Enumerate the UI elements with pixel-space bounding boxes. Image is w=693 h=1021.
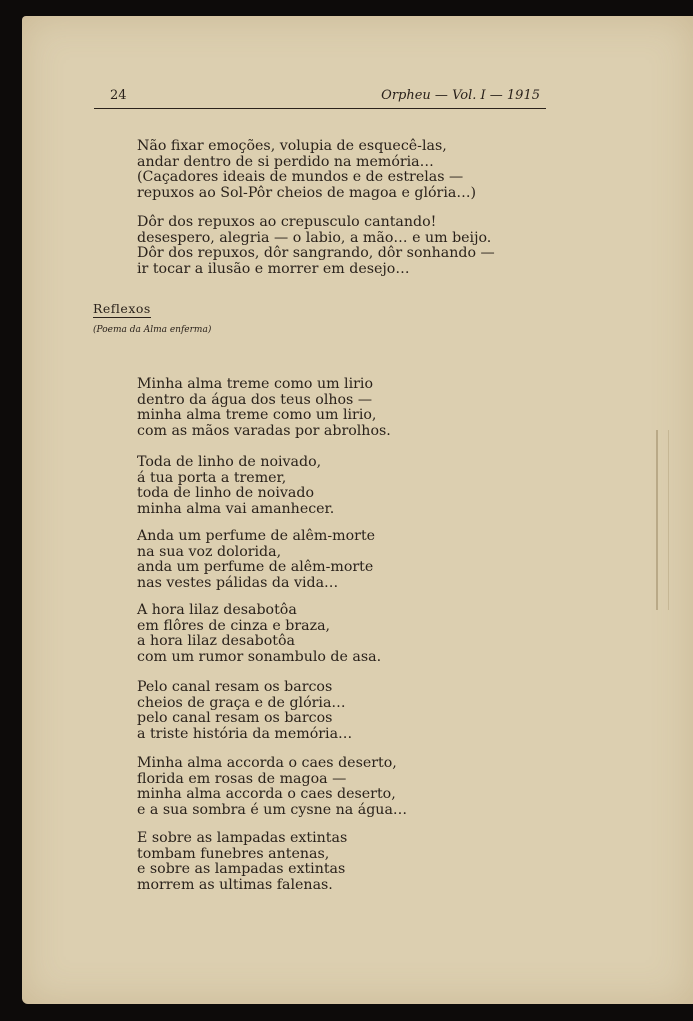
verse-line: e sobre as lampadas extintas [137,861,346,878]
poem-title: Reflexos [93,301,151,316]
verse-line: cheios de graça e de glória… [137,694,346,711]
poem-stanza [137,603,381,665]
page-number: 24 [110,88,127,103]
poem-stanza [137,680,352,742]
poem-stanza [137,529,375,591]
verse-line: minha alma treme como um lirio, [137,407,377,424]
verse-line: ir tocar a ilusão e morrer em desejo… [137,260,410,277]
poem-stanza [137,831,347,893]
verse-line: Não fixar emoções, volupia de esquecê-las, [137,138,447,154]
poem-stanza [137,455,334,517]
verse-line: Dôr dos repuxos ao crepusculo cantando! [137,214,437,230]
poem-stanza [137,756,407,818]
verse-line: desespero, alegria — o labio, a mão… e um beijo. [137,229,492,246]
poem-stanza [137,377,391,439]
verse-line: com as mãos varadas por abrolhos. [137,422,391,439]
verse-line: Toda de linho de noivado, [137,454,322,470]
verse-line: na sua voz dolorida, [137,543,282,560]
running-head: Orpheu — Vol. I — 1915 [381,88,540,103]
poem-subtitle: (Poema da Alma enferma) [93,325,212,335]
verse-line: nas vestes pálidas da vida… [137,574,339,591]
verse-line: a triste história da memória… [137,725,353,742]
verse-line: morrem as ultimas falenas. [137,876,333,893]
verse-line: anda um perfume de alêm-morte [137,559,374,576]
verse-line: florida em rosas de magoa — [137,770,347,787]
verse-line: Minha alma accorda o caes deserto, [137,755,397,771]
verse-line: minha alma accorda o caes deserto, [137,786,396,803]
page-header [94,88,546,109]
verse-line: Dôr dos repuxos, dôr sangrando, dôr sonhando — [137,245,495,262]
intro-stanza [137,139,476,201]
intro-stanza [137,215,495,277]
verse-line: Anda um perfume de alêm-morte [137,528,376,544]
verse-line: repuxos ao Sol-Pôr cheios de magoa e glória…) [137,184,477,201]
verse-line: tombam funebres antenas, [137,845,330,862]
verse-line: dentro da água dos teus olhos — [137,391,373,408]
verse-line: pelo canal resam os barcos [137,710,333,727]
verse-line: em flôres de cinza e braza, [137,617,331,634]
verse-line: com um rumor sonambulo de asa. [137,648,382,665]
verse-line: andar dentro de si perdido na memória… [137,153,434,170]
verse-line: (Caçadores ideais de mundos e de estrelas — [137,169,464,186]
page-gutter [656,430,669,610]
verse-line: toda de linho de noivado [137,485,314,502]
verse-line: minha alma vai amanhecer. [137,500,335,517]
verse-line: e a sua sombra é um cysne na água… [137,801,408,818]
verse-line: E sobre as lampadas extintas [137,830,348,846]
verse-line: Pelo canal resam os barcos [137,679,333,695]
verse-line: Minha alma treme como um lirio [137,376,373,392]
verse-line: á tua porta a tremer, [137,469,287,486]
verse-line: a hora lilaz desabotôa [137,633,295,650]
verse-line: A hora lilaz desabotôa [137,602,297,618]
